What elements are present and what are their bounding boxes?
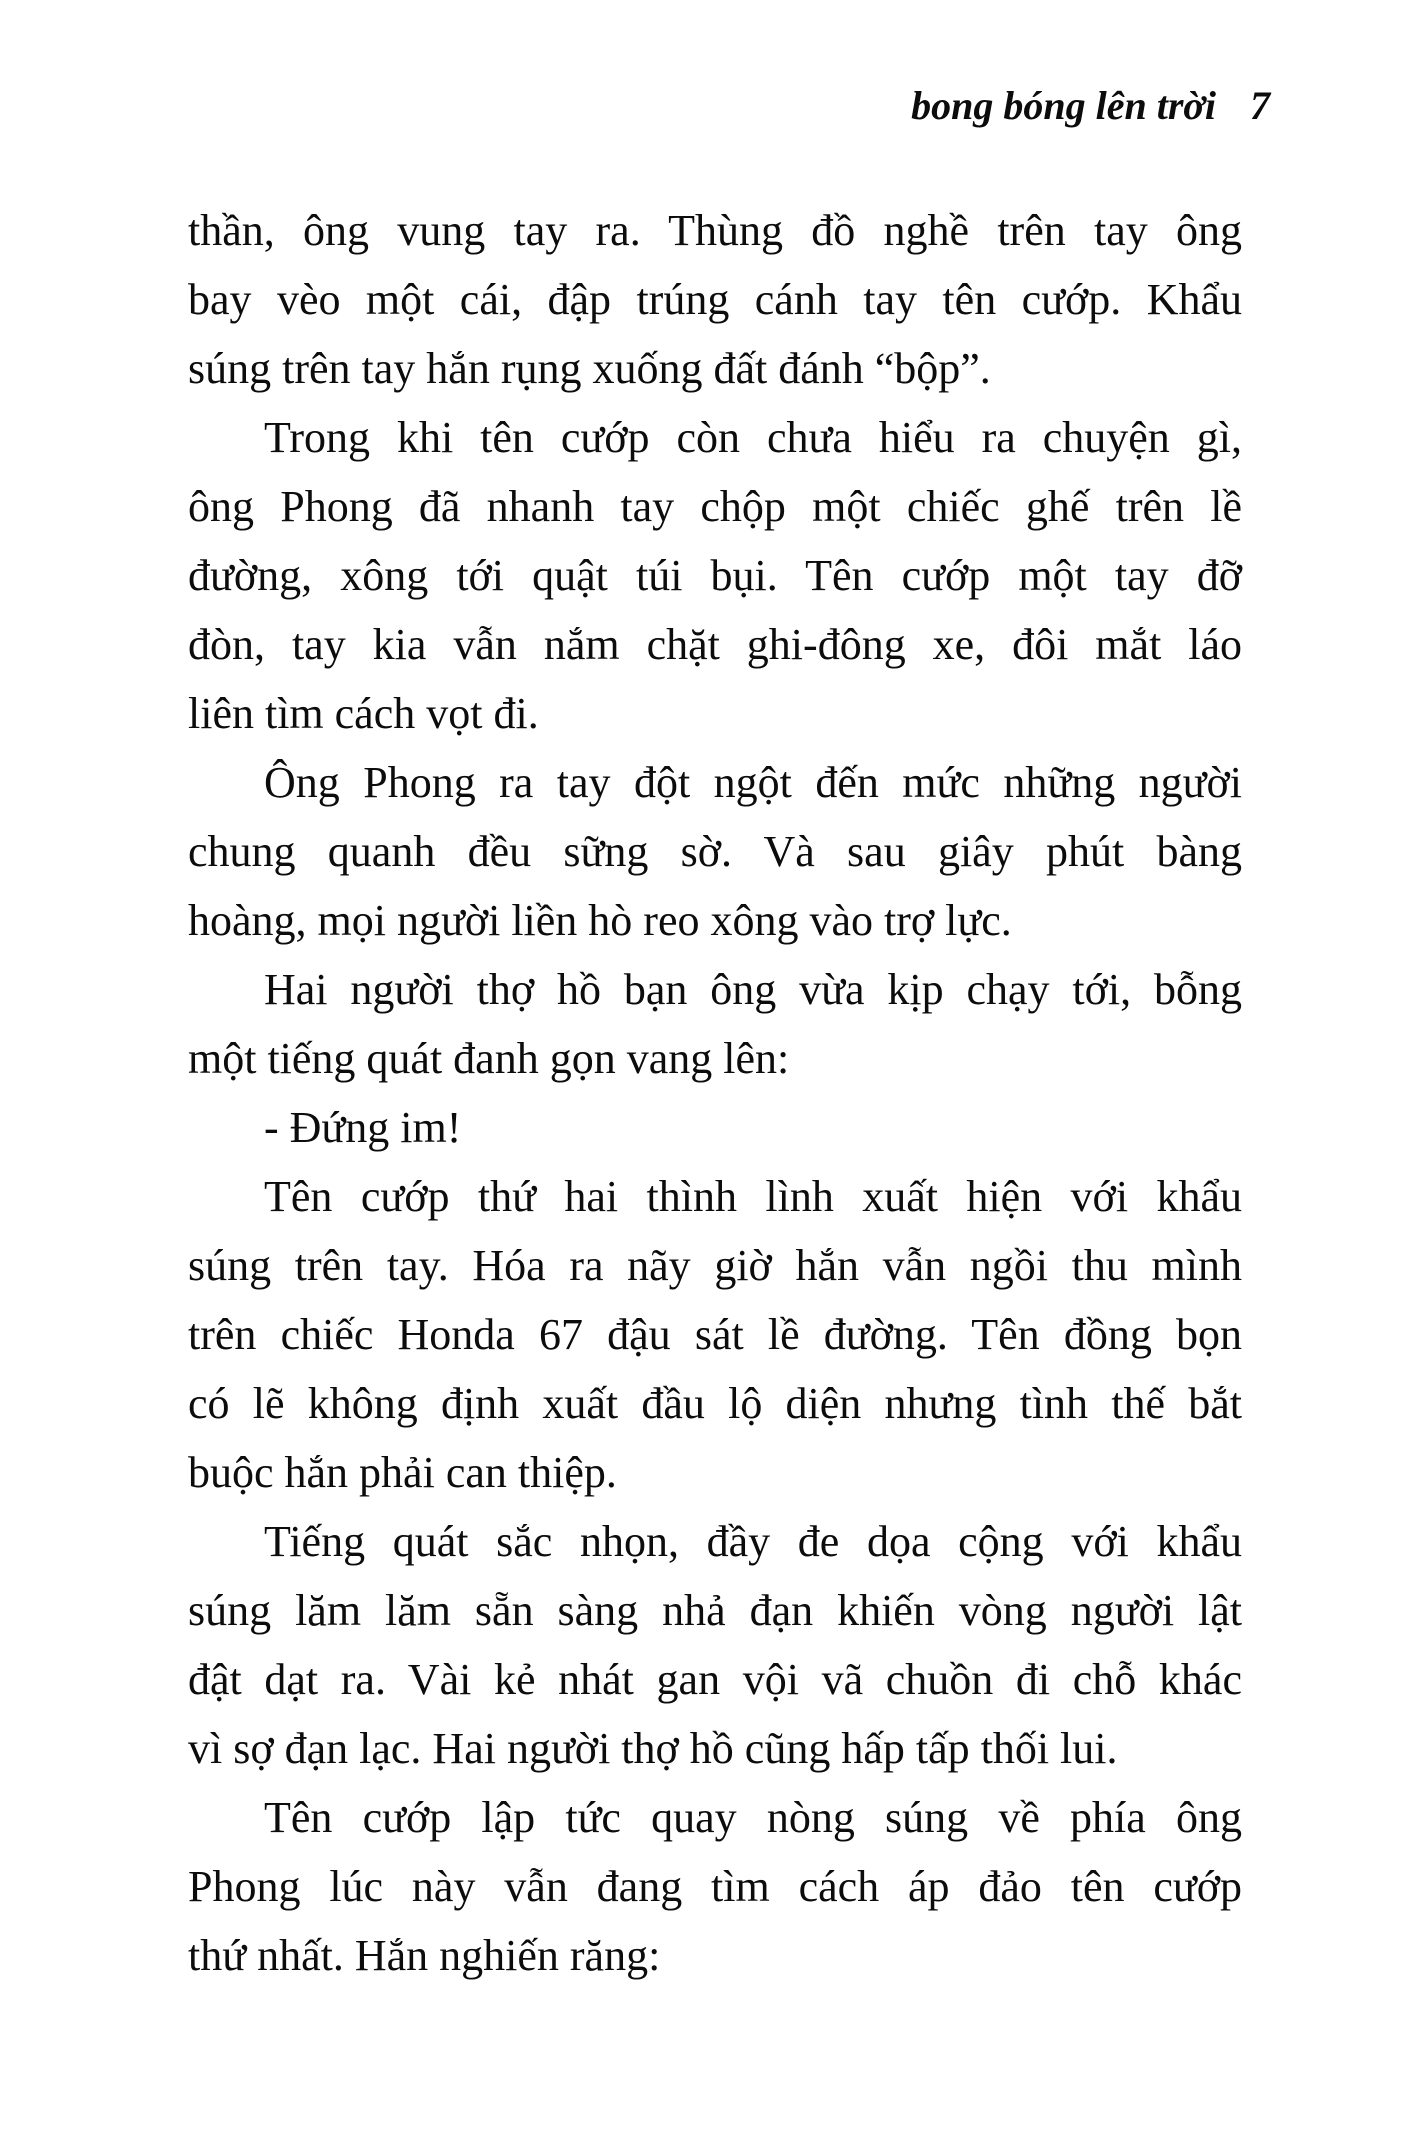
running-title: bong bóng lên trời [911, 83, 1216, 128]
text-line: đật dạt ra. Vài kẻ nhát gan vội vã chuồn đi chỗ khác [188, 1655, 1242, 1704]
text-line: Tên cướp thứ hai thình lình xuất hiện với khẩu [264, 1172, 1242, 1221]
text-line: Tên cướp lập tức quay nòng súng về phía ông [264, 1793, 1242, 1842]
text-line: hoàng, mọi người liền hò reo xông vào trợ lực. [188, 896, 1012, 945]
text-line: ông Phong đã nhanh tay chộp một chiếc ghế trên lề [188, 482, 1242, 531]
text-line: đòn, tay kia vẫn nắm chặt ghi-đông xe, đôi mắt láo [188, 620, 1242, 669]
text-line: bay vèo một cái, đập trúng cánh tay tên cướp. Khẩu [188, 275, 1242, 324]
text-line: Hai người thợ hồ bạn ông vừa kịp chạy tới, bỗng [264, 965, 1242, 1014]
text-line: Phong lúc này vẫn đang tìm cách áp đảo tên cướp [188, 1862, 1242, 1911]
text-line: buộc hắn phải can thiệp. [188, 1448, 617, 1497]
running-header [0, 78, 1270, 134]
text-line: có lẽ không định xuất đầu lộ diện nhưng tình thế bắt [188, 1379, 1242, 1428]
text-line: thứ nhất. Hắn nghiến răng: [188, 1931, 661, 1980]
text-line: vì sợ đạn lạc. Hai người thợ hồ cũng hấp tấp thối lui. [188, 1724, 1118, 1773]
text-line: súng lăm lăm sẵn sàng nhả đạn khiến vòng người lật [188, 1586, 1242, 1635]
text-line: súng trên tay hắn rụng xuống đất đánh “bộp”. [188, 344, 991, 393]
text-line: Trong khi tên cướp còn chưa hiểu ra chuyện gì, [264, 413, 1242, 462]
text-line: liên tìm cách vọt đi. [188, 689, 539, 738]
text-line: trên chiếc Honda 67 đậu sát lề đường. Tên đồng bọn [188, 1310, 1242, 1359]
text-line: Ông Phong ra tay đột ngột đến mức những người [264, 758, 1242, 807]
body-text [188, 196, 1242, 1990]
text-line: đường, xông tới quật túi bụi. Tên cướp một tay đỡ [188, 551, 1242, 600]
text-line: súng trên tay. Hóa ra nãy giờ hắn vẫn ngồi thu mình [188, 1241, 1242, 1290]
text-line: Tiếng quát sắc nhọn, đầy đe dọa cộng với khẩu [264, 1517, 1242, 1566]
page-number: 7 [1250, 83, 1270, 128]
text-line: thần, ông vung tay ra. Thùng đồ nghề trên tay ông [188, 206, 1242, 255]
text-line: chung quanh đều sững sờ. Và sau giây phút bàng [188, 827, 1242, 876]
text-line: một tiếng quát đanh gọn vang lên: [188, 1034, 790, 1083]
text-line: - Đứng im! [264, 1103, 462, 1152]
